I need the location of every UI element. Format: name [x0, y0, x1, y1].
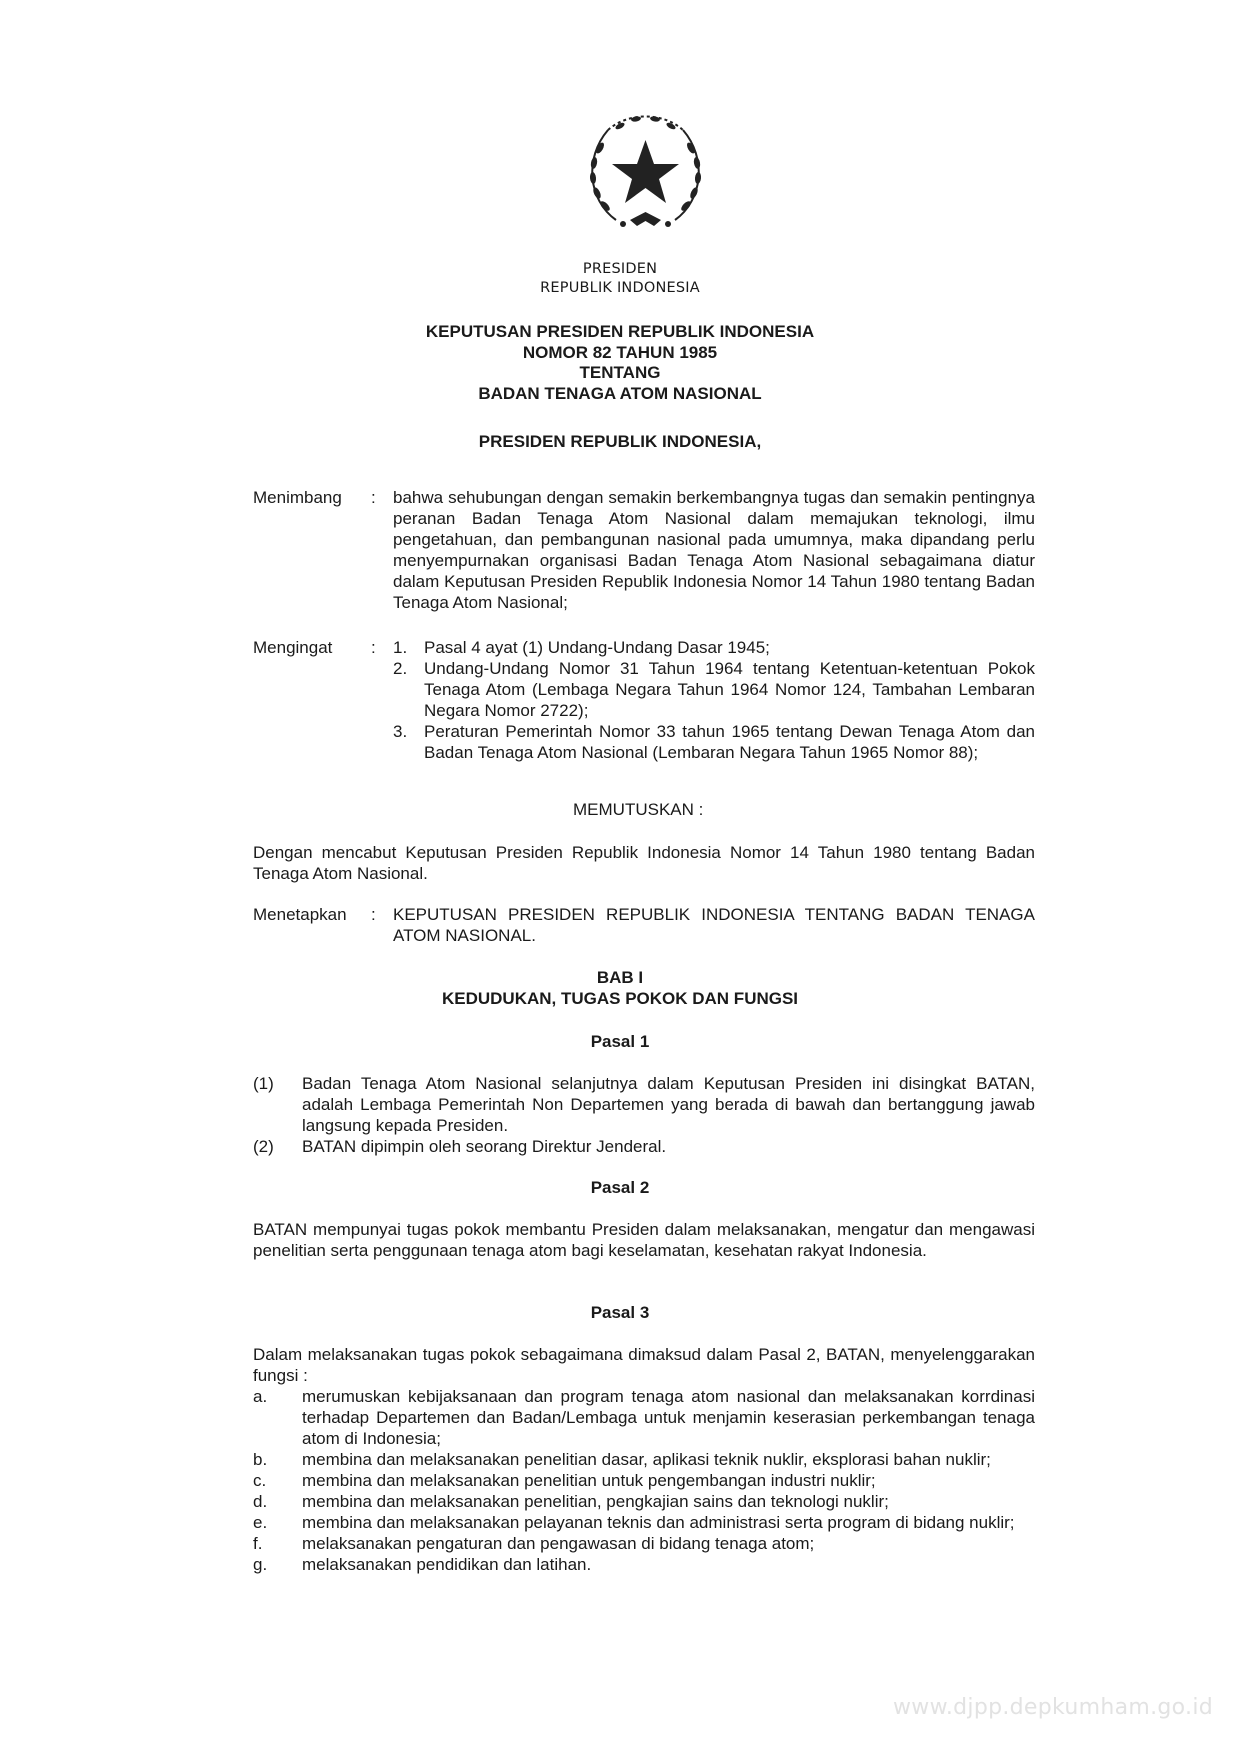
pasal-3-title: Pasal 3: [590, 1303, 650, 1322]
list-item-text: membina dan melaksanakan pelayanan teknis dan administrasi serta program di bidang nuklir;: [302, 1513, 1015, 1532]
memutuskan-heading: MEMUTUSKAN :: [573, 800, 704, 819]
list-item: [253, 1533, 1035, 1554]
list-item-number: 1.: [393, 638, 408, 657]
list-item: [253, 1386, 1035, 1449]
watermark: www.djpp.depkumham.go.id: [893, 1695, 1214, 1720]
list-item-marker: (2): [253, 1137, 274, 1156]
list-item: [253, 1554, 1035, 1575]
list-item-text: membina dan melaksanakan penelitian, pengkajian sains dan teknologi nuklir;: [302, 1492, 889, 1511]
mencabut-paragraph: Dengan mencabut Keputusan Presiden Republik Indonesia Nomor 14 Tahun 1980 tentang Badan Tenaga Atom Nasional.: [253, 843, 1035, 883]
garuda-star-wreath-emblem-icon: [578, 108, 713, 238]
list-item-marker: b.: [253, 1450, 268, 1469]
pasal-3-intro: Dalam melaksanakan tugas pokok sebagaimana dimaksud dalam Pasal 2, BATAN, menyelenggarakan fungsi :: [253, 1345, 1035, 1385]
list-item: [253, 1491, 1035, 1512]
list-item: [253, 1470, 1035, 1491]
header-presiden: PRESIDEN: [582, 261, 658, 277]
menimbang-paragraph: bahwa sehubungan dengan semakin berkembangnya tugas dan semakin pentingnya peranan Badan Tenaga Atom Nasional dalam memajukan teknologi, ilmu pengetahuan, dan pembangunan nasional pada umumnya, maka dipandang perlu menyempurnakan organisasi Badan Tenaga Atom Nasional sebagaimana diatur dalam Keputusan Presiden Republik Indonesia Nomor 14 Tahun 1980 tentang Badan Tenaga Atom Nasional;: [393, 488, 1035, 612]
pasal-1-title: Pasal 1: [590, 1032, 650, 1051]
title-line-4: BADAN TENAGA ATOM NASIONAL: [478, 383, 762, 403]
document-title: [0, 322, 1240, 404]
list-item: [393, 721, 1035, 763]
menimbang-text: [393, 487, 1035, 613]
list-item-marker: g.: [253, 1555, 268, 1574]
list-item-number: 3.: [393, 722, 408, 741]
bab-subtitle: KEDUDUKAN, TUGAS POKOK DAN FUNGSI: [441, 989, 799, 1008]
menimbang-label: Menimbang: [253, 488, 342, 507]
menimbang-colon: :: [371, 488, 376, 507]
list-item-text: Undang-Undang Nomor 31 Tahun 1964 tentang Ketentuan-ketentuan Pokok Tenaga Atom (Lembaga Negara Tahun 1964 Nomor 124, Tambahan Lembaran Negara Nomor 2722);: [424, 659, 1035, 720]
list-item-text: melaksanakan pendidikan dan latihan.: [302, 1555, 592, 1574]
pasal-1-list: [253, 1073, 1035, 1157]
pasal-2-paragraph: BATAN mempunyai tugas pokok membantu Presiden dalam melaksanakan, mengatur dan mengawasi penelitian serta penggunaan tenaga atom bagi keselamatan, kesehatan rakyat Indonesia.: [253, 1220, 1035, 1260]
menetapkan-colon: :: [371, 905, 376, 924]
list-item: [253, 1512, 1035, 1533]
list-item-text: BATAN dipimpin oleh seorang Direktur Jenderal.: [302, 1137, 667, 1156]
mengingat-label: Mengingat: [253, 638, 333, 657]
list-item: [253, 1449, 1035, 1470]
list-item-text: Peraturan Pemerintah Nomor 33 tahun 1965 tentang Dewan Tenaga Atom dan Badan Tenaga Atom Nasional (Lembaran Negara Tahun 1965 Nomor 88);: [424, 722, 1035, 762]
list-item-marker: f.: [253, 1534, 263, 1553]
list-item: [393, 658, 1035, 721]
pasal-2-title: Pasal 2: [590, 1178, 650, 1197]
menetapkan-label: Menetapkan: [253, 905, 347, 924]
list-item-text: melaksanakan pengaturan dan pengawasan di bidang tenaga atom;: [302, 1534, 815, 1553]
list-item-marker: e.: [253, 1513, 268, 1532]
list-item-marker: (1): [253, 1074, 274, 1093]
list-item-marker: c.: [253, 1471, 267, 1490]
list-item-text: membina dan melaksanakan penelitian dasar, aplikasi teknik nuklir, eksplorasi bahan nuklir;: [302, 1450, 991, 1469]
list-item-text: Pasal 4 ayat (1) Undang-Undang Dasar 1945;: [424, 638, 770, 657]
menetapkan-text: [393, 904, 1035, 946]
title-line-1: KEPUTUSAN PRESIDEN REPUBLIK INDONESIA: [425, 322, 815, 341]
list-item-text: Badan Tenaga Atom Nasional selanjutnya dalam Keputusan Presiden ini disingkat BATAN, adalah Lembaga Pemerintah Non Departemen yang berada di bawah dan bertanggung jawab langsung kepada Presiden.: [302, 1074, 1035, 1135]
title-line-2: NOMOR 82 TAHUN 1985: [522, 342, 718, 362]
header-republik-indonesia: REPUBLIK INDONESIA: [540, 280, 700, 296]
pasal-3-list: [253, 1386, 1035, 1575]
menetapkan-paragraph: KEPUTUSAN PRESIDEN REPUBLIK INDONESIA TENTANG BADAN TENAGA ATOM NASIONAL.: [393, 905, 1035, 945]
list-item: [393, 637, 1035, 658]
list-item: [253, 1073, 1035, 1136]
mengingat-list: [393, 637, 1035, 763]
list-item-marker: a.: [253, 1387, 268, 1406]
mengingat-colon: :: [371, 638, 376, 657]
list-item-number: 2.: [393, 659, 408, 678]
list-item-text: membina dan melaksanakan penelitian untuk pengembangan industri nuklir;: [302, 1471, 876, 1490]
list-item: [253, 1136, 1035, 1157]
list-item-marker: d.: [253, 1492, 268, 1511]
bab-title: BAB I: [596, 968, 644, 987]
list-item-text: merumuskan kebijaksanaan dan program tenaga atom nasional dan melaksanakan korrdinasi terhadap Departemen dan Badan/Lembaga untuk menjamin keserasian perkembangan tenaga atom di Indonesia;: [302, 1387, 1035, 1448]
title-line-3: TENTANG: [579, 363, 661, 382]
president-line: PRESIDEN REPUBLIK INDONESIA,: [478, 432, 762, 451]
